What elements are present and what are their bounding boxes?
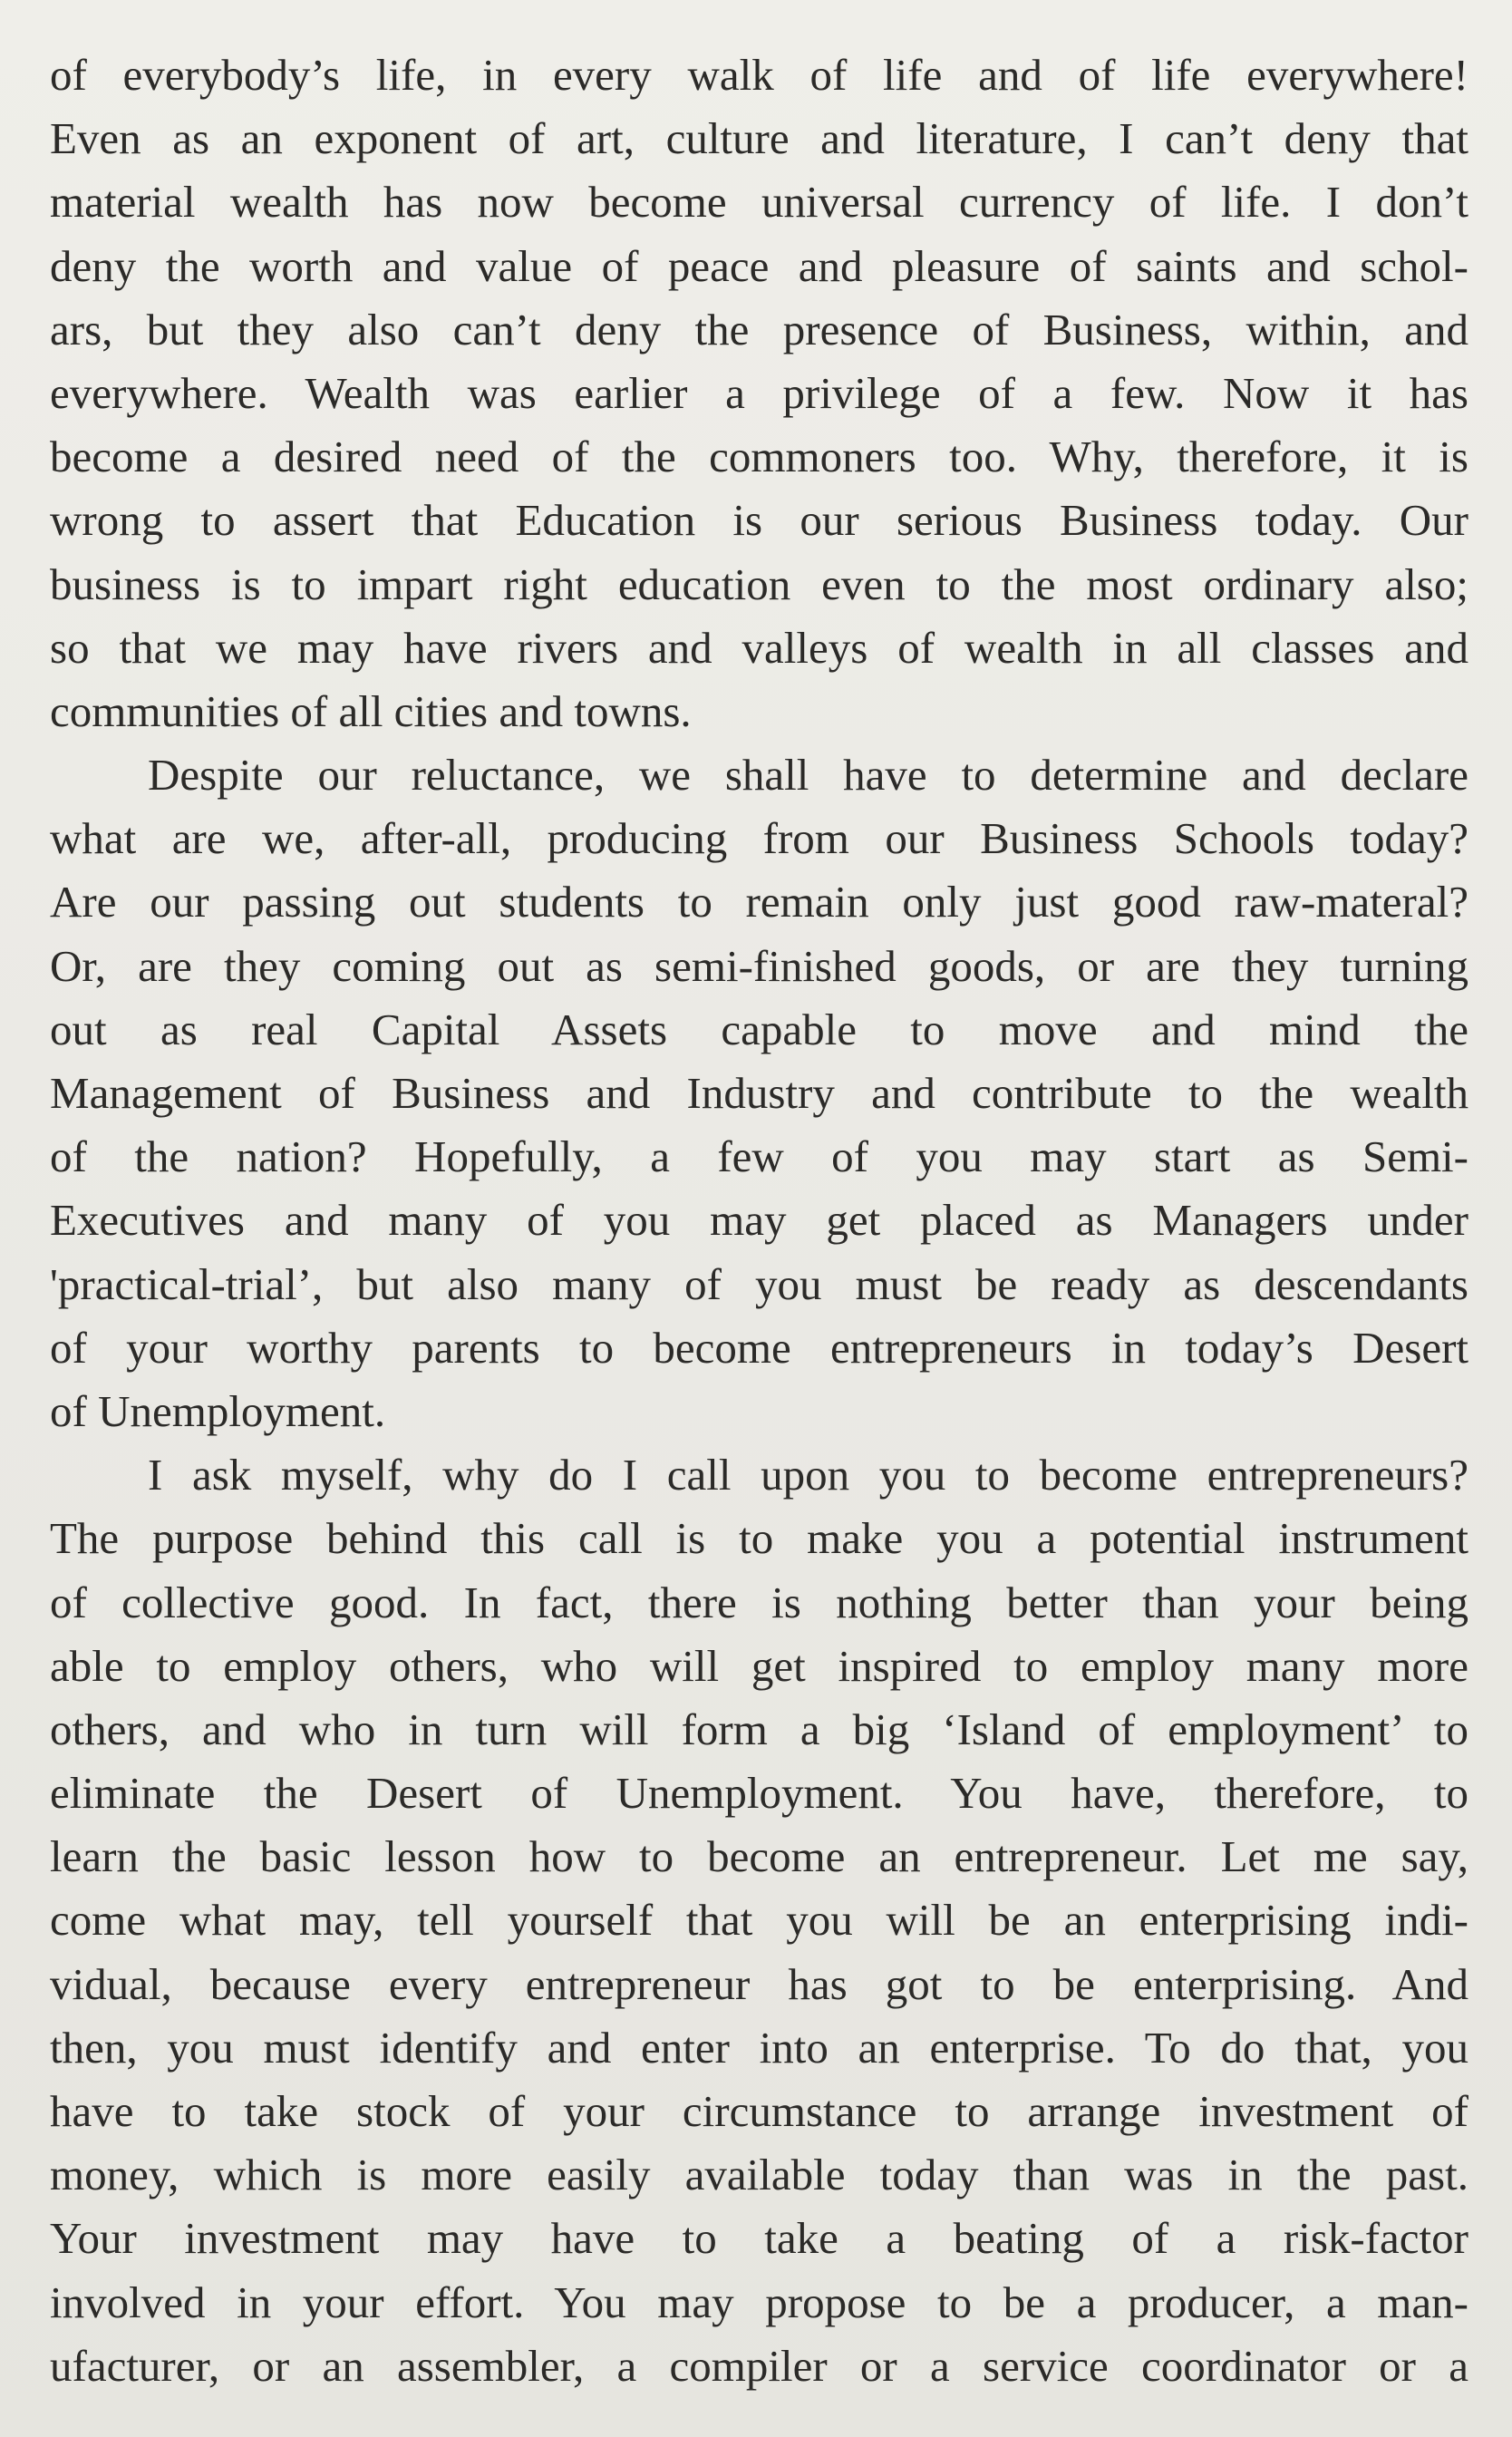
text-line: Management of Business and Industry and contribute to the wealth [50, 1068, 1468, 1118]
text-line: become a desired need of the commoners too. Why, therefore, it is [50, 432, 1468, 482]
text-line: then, you must identify and enter into an enterprise. To do that, you [50, 2022, 1468, 2073]
text-line: money, which is more easily available today than was in the past. [50, 2150, 1468, 2200]
text-line: wrong to assert that Education is our serious Business today. Our [50, 495, 1468, 546]
text-line: of your worthy parents to become entrepreneurs in today’s Desert [50, 1322, 1468, 1373]
text-line: Executives and many of you may get placed as Managers under [50, 1195, 1468, 1246]
text-line: of everybody’s life, in every walk of life and of life everywhere! [50, 50, 1468, 100]
text-line: The purpose behind this call is to make you a potential instrument [50, 1513, 1468, 1564]
text-line: of Unemployment. [50, 1385, 386, 1436]
text-line: Despite our reluctance, we shall have to determine and declare [148, 750, 1468, 801]
text-line: business is to impart right education even to the most ordinary also; [50, 558, 1468, 609]
body-text [50, 44, 1468, 2398]
text-line: everywhere. Wealth was earlier a privilege of a few. Now it has [50, 367, 1468, 418]
text-line: others, and who in turn will form a big ‘Island of employment’ to [50, 1704, 1468, 1754]
text-line: communities of all cities and towns. [50, 685, 692, 736]
text-line: have to take stock of your circumstance to arrange investment of [50, 2086, 1468, 2136]
text-line: vidual, because every entrepreneur has got to be enterprising. And [50, 1958, 1468, 2009]
text-line: Or, are they coming out as semi-finished goods, or are they turning [50, 940, 1468, 991]
text-line: Your investment may have to take a beating of a risk-factor [50, 2213, 1468, 2264]
text-line: of collective good. In fact, there is nothing better than your being [50, 1577, 1468, 1627]
text-line: ufacturer, or an assembler, a compiler or a service coordinator or a [50, 2340, 1468, 2391]
text-line: deny the worth and value of peace and pleasure of saints and schol- [50, 240, 1468, 291]
text-line: out as real Capital Assets capable to move and mind the [50, 1004, 1468, 1054]
text-line: eliminate the Desert of Unemployment. You have, therefore, to [50, 1768, 1468, 1819]
text-line: involved in your effort. You may propose to be a producer, a man- [50, 2277, 1468, 2327]
text-line: Are our passing out students to remain only just good raw-materal? [50, 877, 1468, 927]
text-line: what are we, after-all, producing from our Business Schools today? [50, 813, 1468, 864]
text-line: ars, but they also can’t deny the presence of Business, within, and [50, 304, 1468, 354]
text-line: able to employ others, who will get inspired to employ many more [50, 1640, 1468, 1691]
text-line: come what may, tell yourself that you will be an enterprising indi- [50, 1895, 1468, 1946]
text-line: material wealth has now become universal currency of life. I don’t [50, 177, 1468, 228]
text-line: so that we may have rivers and valleys of wealth in all classes and [50, 622, 1468, 673]
text-line: of the nation? Hopefully, a few of you may start as Semi- [50, 1131, 1468, 1182]
text-line: 'practical-trial’, but also many of you must be ready as descendants [50, 1258, 1468, 1309]
text-line: learn the basic lesson how to become an entrepreneur. Let me say, [50, 1831, 1468, 1882]
text-line: I ask myself, why do I call upon you to become entrepreneurs? [148, 1450, 1468, 1500]
text-line: Even as an exponent of art, culture and literature, I can’t deny that [50, 113, 1468, 164]
